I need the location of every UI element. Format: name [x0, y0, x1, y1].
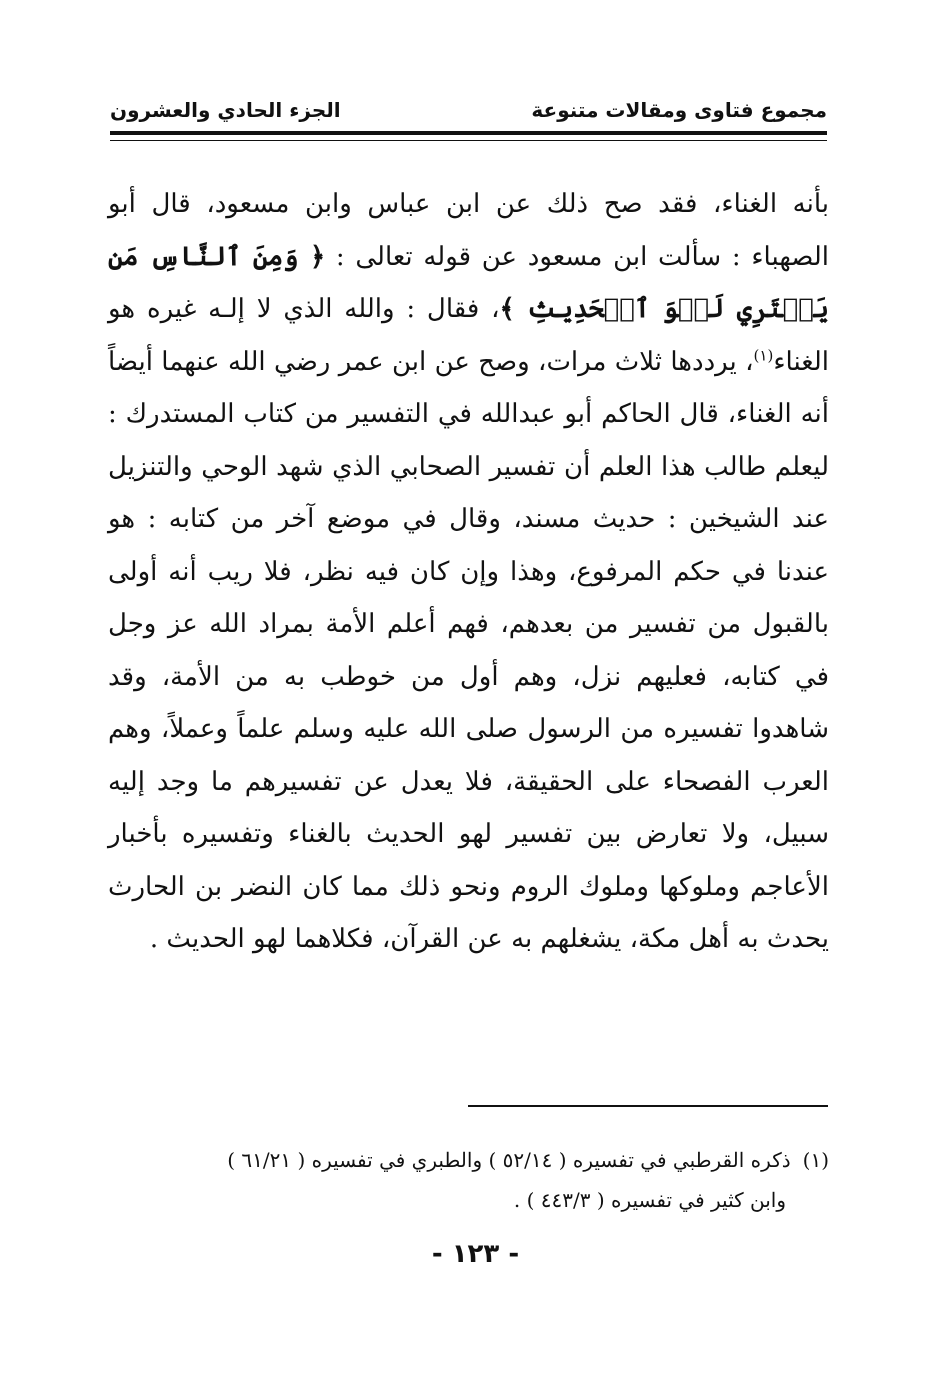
volume-label: الجزء الحادي والعشرون	[110, 98, 341, 122]
footnote-text-1: ذكره القرطبي في تفسيره ( ٥٢/١٤ ) والطبري في تفسيره ( ٦١/٢١ )	[227, 1148, 791, 1172]
footnote-reference: (١)	[753, 345, 774, 364]
footnote-line-1	[106, 1140, 829, 1180]
footnote-number: (١)	[802, 1148, 829, 1172]
running-header	[110, 92, 827, 128]
main-text	[108, 178, 829, 966]
page-number: - ١٢٣ -	[431, 1239, 520, 1269]
footnote-separator	[468, 1105, 828, 1107]
footnote	[106, 1140, 829, 1220]
text-part-1: بأنه الغناء، فقد صح ذلك عن ابن عباس وابن مسعود، قال أبو الصهباء : سألت ابن مسعود عن قوله تعالى :	[108, 189, 829, 272]
header-rule-thin	[110, 140, 827, 141]
text-part-3: ، يرددها ثلاث مرات، وصح عن ابن عمر رضي الله عنهما أيضاً أنه الغناء، قال الحاكم أبو عبدالله في التفسير من كتاب المستدرك : ليعلم طالب هذا العلم أن تفسير الصحابي الذي شهد الوحي والتنزيل عند الشيخين : حديث مسند، وقال في موضع آخر من كتابه : هو عندنا في حكم المرفوع، وهذا وإن كان فيه نظر، فلا ريب أنه أولى بالقبول من تفسير من بعدهم، فهم أعلم الأمة بمراد الله عز وجل في كتابه، فعليهم نزل، وهم أول من خوطب به من الأمة، وقد شاهدوا تفسيره من الرسول صلى الله عليه وسلم علماً وعملاً، وهم العرب الفصحاء على الحقيقة، فلا يعدل عن تفسيرهم ما وجد إليه سبيل، ولا تعارض بين تفسير لهو الحديث بالغناء وتفسيره بأخبار الأعاجم وملوكها وملوك الروم ونحو ذلك مما كان النضر بن الحارث يحدث به أهل مكة، يشغلهم به عن القرآن، فكلاهما لهو الحديث .	[108, 346, 829, 954]
main-paragraph	[108, 178, 829, 966]
text-part-2: ، فقال : والله الذي لا إلـه غيره هو الغناء	[108, 294, 829, 377]
quran-verse: ﴿ وَمِنَ ٱلنَّاسِ مَن يَشۡتَرِي لَهۡوَ ٱلۡحَدِيثِ ﴾	[108, 241, 829, 324]
book-title: مجموع فتاوى ومقالات متنوعة	[531, 98, 827, 122]
header-rule-thick	[110, 131, 827, 135]
footnote-line-2: وابن كثير في تفسيره ( ٤٤٣/٣ ) .	[513, 1188, 786, 1212]
